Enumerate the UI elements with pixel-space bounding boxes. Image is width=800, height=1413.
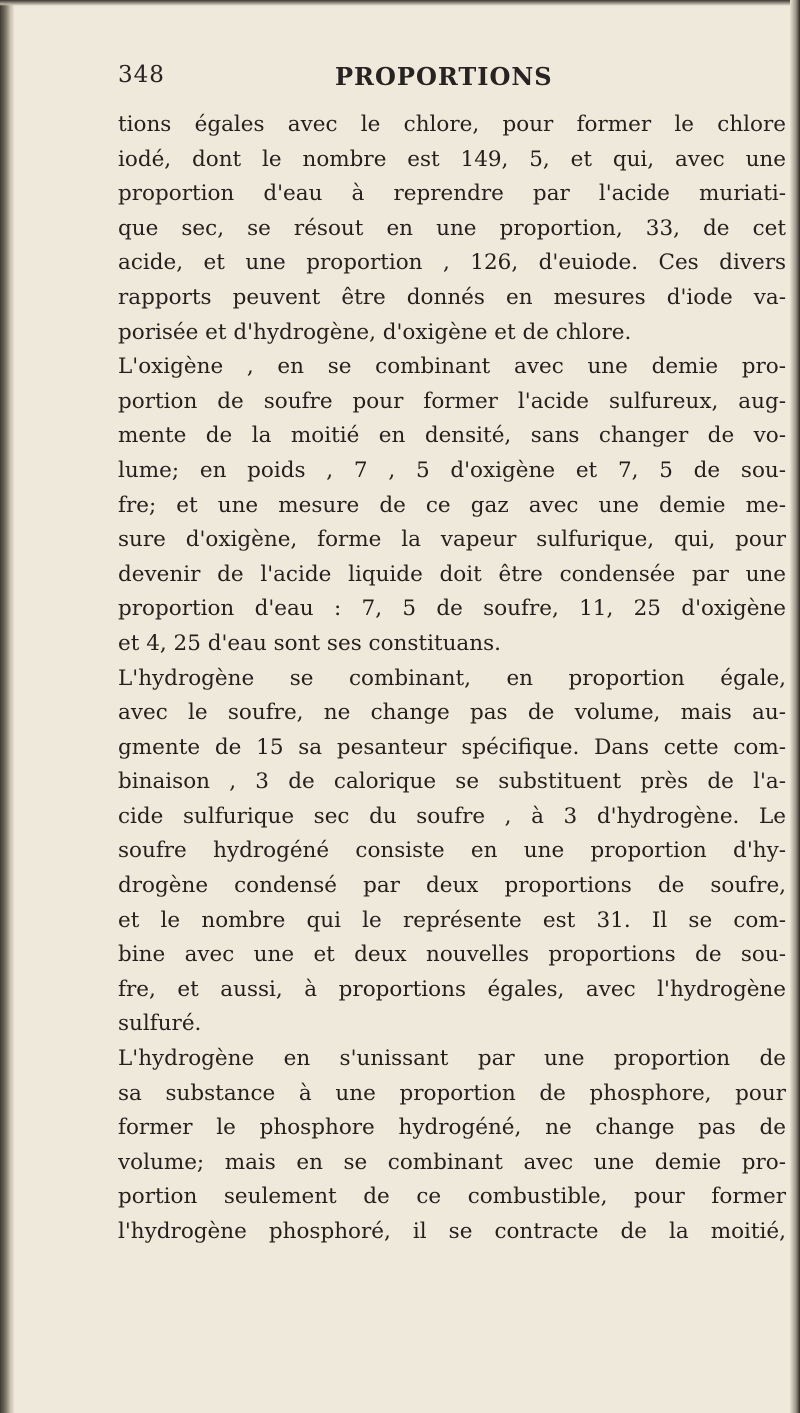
page-top-edge (0, 0, 800, 6)
text-line: rapports peuvent être donnés en mesures d'iode va- (118, 284, 786, 310)
text-line: que sec, se résout en une proportion, 33, de cet (118, 215, 786, 241)
text-line: L'oxigène , en se combinant avec une demie pro- (118, 354, 786, 380)
text-line: bine avec une et deux nouvelles proportions de sou- (118, 942, 786, 968)
text-line: proportion d'eau : 7, 5 de soufre, 11, 25 d'oxigène (118, 596, 786, 622)
text-line: porisée et d'hydrogène, d'oxigène et de chlore. (118, 319, 632, 345)
running-title: PROPORTIONS (335, 62, 553, 91)
text-line: tions égales avec le chlore, pour former le chlore (118, 112, 786, 137)
text-line: sa substance à une proportion de phosphore, pour (118, 1080, 786, 1106)
text-line: drogène condensé par deux proportions de soufre, (118, 873, 786, 899)
text-line: L'hydrogène en s'unissant par une proportion de (118, 1046, 786, 1072)
page-right-edge (790, 0, 800, 1413)
text-line: fre, et aussi, à proportions égales, avec l'hydrogène (118, 976, 786, 1002)
text-line: L'hydrogène se combinant, en proportion égale, (118, 665, 786, 691)
text-line: mente de la moitié en densité, sans changer de vo- (118, 423, 786, 449)
text-line: lume; en poids , 7 , 5 d'oxigène et 7, 5 de sou- (118, 457, 786, 483)
text-line: proportion d'eau à reprendre par l'acide muriati- (118, 181, 786, 207)
text-line: binaison , 3 de calorique se substituent près de l'a- (118, 769, 786, 795)
text-line: devenir de l'acide liquide doit être condensée par une (118, 561, 786, 587)
text-line: gmente de 15 sa pesanteur spécifique. Dans cette com- (118, 734, 786, 760)
text-line: cide sulfurique sec du soufre , à 3 d'hydrogène. Le (118, 803, 786, 829)
text-line: et le nombre qui le représente est 31. Il se com- (118, 907, 786, 933)
page-number: 348 (118, 62, 165, 88)
text-line: former le phosphore hydrogéné, ne change pas de (118, 1115, 786, 1141)
text-line: sure d'oxigène, forme la vapeur sulfurique, qui, pour (118, 527, 786, 553)
text-line: volume; mais en se combinant avec une demie pro- (118, 1149, 786, 1175)
text-line: acide, et une proportion , 126, d'euiode. Ces divers (118, 250, 786, 276)
text-line: l'hydrogène phosphoré, il se contracte de la moitié, (118, 1219, 786, 1244)
text-line: sulfuré. (118, 1011, 202, 1037)
text-line: et 4, 25 d'eau sont ses constituans. (118, 630, 501, 656)
text-line: portion seulement de ce combustible, pour former (118, 1184, 786, 1210)
text-line: iodé, dont le nombre est 149, 5, et qui, avec une (118, 146, 786, 172)
text-line: avec le soufre, ne change pas de volume, mais au- (118, 700, 786, 726)
text-line: fre; et une mesure de ce gaz avec une demie me- (118, 492, 786, 518)
page-header (118, 62, 738, 102)
text-line: portion de soufre pour former l'acide sulfureux, aug- (118, 388, 786, 414)
body-text (118, 108, 786, 1250)
page-binding-shadow (0, 0, 14, 1413)
text-line: soufre hydrogéné consiste en une proportion d'hy- (118, 838, 786, 864)
